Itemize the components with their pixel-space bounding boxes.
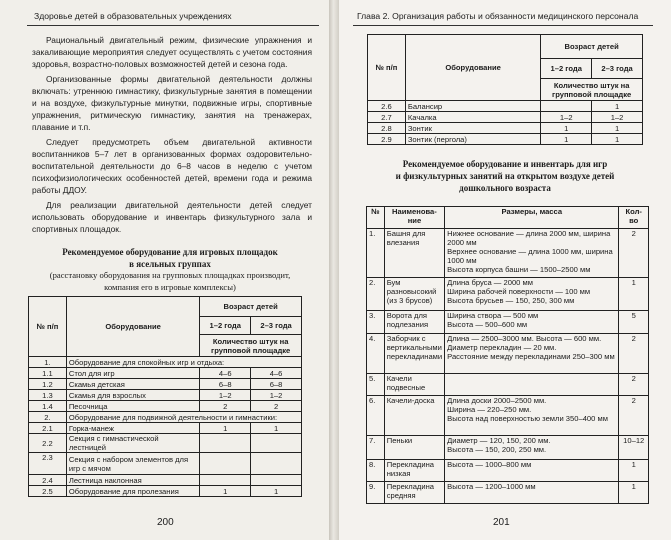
- nursery-equipment-table: [28, 296, 302, 497]
- row-num: 2.6: [368, 101, 406, 112]
- row-age2: 1–2: [592, 112, 643, 123]
- table-row: [367, 460, 649, 482]
- row-qty: 1: [619, 482, 649, 504]
- row-age1: 1: [541, 123, 592, 134]
- table-row: [29, 412, 302, 423]
- caption-line-1: Рекомендуемое оборудование и инвентарь для игр: [402, 159, 608, 169]
- table-row: [368, 112, 643, 123]
- row-name: Оборудование для пролезания: [66, 486, 200, 497]
- row-num: 5.: [367, 374, 385, 396]
- table-row: [29, 379, 302, 390]
- row-name: Зонтик (пергола): [405, 134, 540, 145]
- col-header-num: №: [367, 207, 385, 229]
- row-num: 1.2: [29, 379, 67, 390]
- col-header-qty: Количество штук на групповой площадке: [200, 335, 302, 357]
- row-section: Оборудование для подвижной деятельности и гимнастики:: [66, 412, 301, 423]
- row-age1: 1: [200, 486, 251, 497]
- col-header-qty: Количество штук на групповой площадке: [541, 79, 643, 101]
- row-age1: [200, 434, 251, 453]
- row-name: Пеньки: [384, 436, 444, 460]
- row-age1: 1–2: [200, 390, 251, 401]
- row-size: Диаметр — 120, 150, 200 мм. Высота — 150, 200, 250 мм.: [445, 436, 619, 460]
- table-row: [29, 486, 302, 497]
- row-num: 2.8: [368, 123, 406, 134]
- outdoor-equipment-table: [366, 206, 649, 504]
- row-num: 2.5: [29, 486, 67, 497]
- table-row: [368, 123, 643, 134]
- row-age2: 1: [251, 423, 302, 434]
- row-num: 2.4: [29, 475, 67, 486]
- row-num: 4.: [367, 334, 385, 374]
- row-name: Секция с набором элементов для игр с мячом: [66, 453, 200, 475]
- row-age1: [541, 101, 592, 112]
- row-num: 2.7: [368, 112, 406, 123]
- paragraph-2: Организованные формы двигательной деятельности должны включать: утреннюю гимнастику, физкультурные занятия в помещении и на воздухе, физкультурные минутки, подвижные игры, спортивные упражнения, ритмическую гимнастику, занятия на тренажерах, плавание и т.п.: [32, 74, 312, 132]
- table-row: [29, 434, 302, 453]
- table-row: [367, 436, 649, 460]
- table-row: [29, 357, 302, 368]
- row-name: Песочница: [66, 401, 200, 412]
- table-row: [29, 453, 302, 475]
- header-rule-left: [27, 25, 319, 26]
- col-header-sizes: Размеры, масса: [445, 207, 619, 229]
- table-row: [367, 396, 649, 436]
- row-age2: 4–6: [251, 368, 302, 379]
- row-size: [445, 374, 619, 396]
- row-num: 1.: [367, 229, 385, 278]
- header-rule-right: [353, 25, 653, 26]
- row-num: 2.: [29, 412, 67, 423]
- caption-line-3: дошкольного возраста: [459, 183, 551, 193]
- table-row: [29, 368, 302, 379]
- paragraph-1: Рациональный двигательный режим, физические упражнения и закаливающие мероприятия следует осуществлять с учетом состояния здоровья, возрастно-половых возможностей детей и сезона года.: [32, 35, 312, 69]
- row-size: Высота — 1200–1000 мм: [445, 482, 619, 504]
- row-age2: [251, 453, 302, 475]
- row-name: Балансир: [405, 101, 540, 112]
- col-header-equipment: Оборудование: [66, 297, 200, 357]
- page-number-right: 201: [493, 517, 510, 528]
- row-num: 9.: [367, 482, 385, 504]
- running-head-right: Глава 2. Организация работы и обязанности медицинского персонала: [357, 11, 639, 21]
- table-row: [367, 482, 649, 504]
- row-name: Лестница наклонная: [66, 475, 200, 486]
- row-name: Ворота для подлезания: [384, 311, 444, 334]
- row-age2: 1: [592, 101, 643, 112]
- row-age1: [200, 453, 251, 475]
- row-age2: 2: [251, 401, 302, 412]
- row-num: 8.: [367, 460, 385, 482]
- row-age2: 1: [592, 123, 643, 134]
- row-name: Качели подвесные: [384, 374, 444, 396]
- col-header-age2: 2–3 года: [251, 317, 302, 335]
- table-row: [367, 278, 649, 311]
- col-header-qty: Кол-во: [619, 207, 649, 229]
- table-row: [367, 334, 649, 374]
- row-age2: [251, 434, 302, 453]
- table-row: [29, 423, 302, 434]
- caption-line-2: и физкультурных занятий на открытом воздухе детей: [395, 171, 615, 181]
- col-header-num: № п/п: [368, 35, 406, 101]
- running-head-left: Здоровье детей в образовательных учреждениях: [34, 11, 232, 21]
- table-caption-left: [30, 246, 310, 293]
- col-header-age2: 2–3 года: [592, 59, 643, 79]
- row-size: Длина бруса — 2000 мм Ширина рабочей поверхности — 100 мм Высота брусьев — 150, 250, 300 мм: [445, 278, 619, 311]
- row-num: 6.: [367, 396, 385, 436]
- row-qty: 1: [619, 460, 649, 482]
- row-age1: 1–2: [541, 112, 592, 123]
- table-row: [367, 374, 649, 396]
- page-right: [339, 0, 671, 540]
- col-header-num: № п/п: [29, 297, 67, 357]
- col-header-age: Возраст детей: [541, 35, 643, 59]
- row-name: Перекладина средняя: [384, 482, 444, 504]
- row-qty: 2: [619, 396, 649, 436]
- row-qty: 2: [619, 374, 649, 396]
- row-age1: 1: [200, 423, 251, 434]
- caption-note-1: (расстановку оборудования на групповых площадках производит,: [49, 270, 291, 280]
- row-age2: 1: [592, 134, 643, 145]
- table-row: [29, 475, 302, 486]
- row-age1: 1: [541, 134, 592, 145]
- page-number-left: 200: [157, 517, 174, 528]
- nursery-equipment-table-cont: [367, 34, 643, 145]
- row-size: Длина — 2500–3000 мм. Высота — 600 мм. Диаметр перекладин — 20 мм. Расстояние между перекладинами 250–300 мм: [445, 334, 619, 374]
- row-age2: [251, 475, 302, 486]
- page-left: [0, 0, 329, 540]
- row-size: Ширина створа — 500 мм Высота — 500–600 мм: [445, 311, 619, 334]
- table-row: [368, 134, 643, 145]
- table-row: [367, 229, 649, 278]
- table-caption-right: [357, 158, 653, 194]
- row-age1: 2: [200, 401, 251, 412]
- row-qty: 2: [619, 229, 649, 278]
- paragraph-3: Следует предусмотреть объем двигательной активности воспитанников 5–7 лет в организованных формах оздоровительно-воспитательной деятельности до 6–8 часов в неделю с учетом психофизиологических особенностей детей, времени года и режима работы ДДОУ.: [32, 137, 312, 195]
- row-num: 2.: [367, 278, 385, 311]
- col-header-age1: 1–2 года: [541, 59, 592, 79]
- book-gutter: [329, 0, 339, 540]
- table-row: [368, 101, 643, 112]
- col-header-age: Возраст детей: [200, 297, 302, 317]
- row-size: Нижнее основание — длина 2000 мм, ширина 2000 мм Верхнее основание — длина 1000 мм, ширина 1000 мм Высота корпуса башни — 1500–2500 мм: [445, 229, 619, 278]
- row-name: Зонтик: [405, 123, 540, 134]
- body-text: [32, 35, 312, 240]
- row-section: Оборудование для спокойных игр и отдыха:: [66, 357, 301, 368]
- row-num: 2.2: [29, 434, 67, 453]
- row-age1: 6–8: [200, 379, 251, 390]
- row-qty: 10–12: [619, 436, 649, 460]
- row-num: 3.: [367, 311, 385, 334]
- row-num: 1.: [29, 357, 67, 368]
- row-num: 1.1: [29, 368, 67, 379]
- col-header-age1: 1–2 года: [200, 317, 251, 335]
- row-num: 2.3: [29, 453, 67, 475]
- row-name: Бум разновысокий (из 3 брусов): [384, 278, 444, 311]
- row-num: 2.9: [368, 134, 406, 145]
- row-name: Качели-доска: [384, 396, 444, 436]
- row-name: Башня для влезания: [384, 229, 444, 278]
- row-qty: 5: [619, 311, 649, 334]
- row-name: Перекладина низкая: [384, 460, 444, 482]
- row-name: Стол для игр: [66, 368, 200, 379]
- row-age1: [200, 475, 251, 486]
- row-name: Скамья для взрослых: [66, 390, 200, 401]
- table-row: [29, 401, 302, 412]
- caption-note-2: компания его в игровые комплексы): [104, 281, 236, 292]
- col-header-equipment: Оборудование: [405, 35, 540, 101]
- row-qty: 2: [619, 334, 649, 374]
- row-size: Высота — 1000–800 мм: [445, 460, 619, 482]
- row-name: Качалка: [405, 112, 540, 123]
- table-row: [367, 311, 649, 334]
- row-age2: 1: [251, 486, 302, 497]
- caption-line-2: в ясельных группах: [129, 259, 211, 269]
- row-age2: 6–8: [251, 379, 302, 390]
- row-num: 7.: [367, 436, 385, 460]
- row-name: Горка-манеж: [66, 423, 200, 434]
- row-num: 1.4: [29, 401, 67, 412]
- caption-line-1: Рекомендуемое оборудование для игровых площадок: [62, 247, 278, 257]
- col-header-name: Наименова-ние: [384, 207, 444, 229]
- row-name: Секция с гимнастической лестницей: [66, 434, 200, 453]
- row-size: Длина доски 2000–2500 мм. Ширина — 220–250 мм. Высота над поверхностью земли 350–400 мм: [445, 396, 619, 436]
- row-num: 1.3: [29, 390, 67, 401]
- paragraph-4: Для реализации двигательной деятельности детей следует использовать оборудование и инвентарь физкультурного зала и спортивных площадок.: [32, 200, 312, 234]
- table-row: [29, 390, 302, 401]
- row-num: 2.1: [29, 423, 67, 434]
- row-qty: 1: [619, 278, 649, 311]
- row-name: Заборчик с вертикальными перекладинами: [384, 334, 444, 374]
- row-age2: 1–2: [251, 390, 302, 401]
- row-name: Скамья детская: [66, 379, 200, 390]
- row-age1: 4–6: [200, 368, 251, 379]
